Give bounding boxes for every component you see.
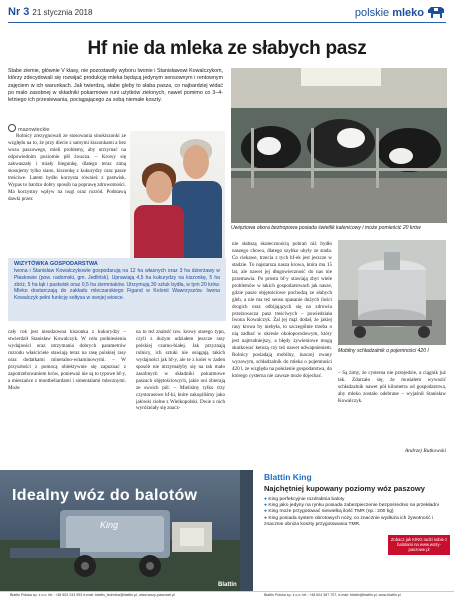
list-item: ● King perfekcyjnie rozdrabnia baloty bbox=[264, 497, 450, 503]
ad-promo-link[interactable]: Zobacz jak KING radzi sobie z balotami na www.wozy-paszowe.pl bbox=[388, 535, 450, 555]
milk-cooler-caption: Mobilny schładzalnik o pojemności 420 l bbox=[338, 348, 429, 354]
ad-logo: Blattin bbox=[218, 582, 237, 588]
article-column-3: nie słabszą skutecznością pobrań niż bydło naszego chowu, dlatego szybko ubyły ze stada. Co ciekawe, trzecia z tych hf-ek jest jeszcze w stadzie. To najstarsza nasza krowa, która ma 15 lat, ale nawet jej długowieczność do nas nie przemawia. Po prostu hf-y stawiają zbyt wiele problemów w takich gospodarstwach jak nasze, gdzie pasze objętościowe pochodzą ze słabych gleb, a nie ma też sensu spasanie dużych ilości drogich oraz odbijających się na zdrowiu przeżuwacza pasz treściwych – powiedziała Iwona Kowalczyk. Żal jej mąż dodał, że jakiej rasy krowa by niebyła, to szczególnie trzeba o nią zadbać w okresie okołoporodowym, który jest najtrudniejszy, a błędy żywieniowe mogą skutkować ketozą czy też nawet odwapnieniem. Rolnicy posiadają mobilny, inaczej zwany wyzowym, schładzalnik do mleka o pojemności 420 l, ze względu na położenie gospodarstwa, do którego cysterna nie zawsze może dojechać. bbox=[232, 241, 333, 380]
barn-photo-caption: Uwięziowa obora beztropowa posiada świetlik kalenicowy i może pomieścić 20 krów bbox=[231, 225, 421, 231]
issue-number: Nr 3 21 stycznia 2018 bbox=[8, 6, 93, 18]
article-column-2: na to też znaleźć tzw. krowy starego typu, czyli z dużym udziałem jeszcze rasy polskiej czarno-białej. Jak przyznają rolnicy, ich sztuki nie osiągają takich wydajności jak hf-y, ale te z kolei w żaden sposób nie utrzymałyby się na tak mało zasobnych w składniki pokarmowe paszach objętościowych, jakie oni zbierają ze swoich pól. – Mieliśmy tylko trzy czystorasowe hf-ki, które zakupiliśmy jako jałówki cielne z Wielkopolski. Dwie z nich wyróżniały się znacz- bbox=[136, 329, 225, 412]
ad-headline: Idealny wóz do balotów bbox=[12, 487, 198, 504]
list-item: ● King może przygotować niewielką ilość TMR (np.: 200 kg) bbox=[264, 509, 450, 515]
ad-footer-contact-right: Blattin Polska sp. z o.o. tel.: +48 624 387 707, e-mail: blattin@blattin.pl, www.blattin.pl bbox=[264, 593, 401, 597]
ad-footer-contact-left: Blattin Polska sp. z o.o. tel.: +48 602 243 993 e-mail: blattin_technika@blattin.pl, www.wozy-paszowe.pl bbox=[10, 593, 175, 597]
article-column-1: Rolnicy zrezygnowali ze stosowania sinokiszonki ze względu na to, że przy diecie z samymi kiszonkami a bez wozu paszowego, mieli problemy, aby utrzymać na odpowiednim poziomie pH żwacza. – Krowy się zakwaszały i miały biegunkę, dlatego teraz zimą stosujemy tylko siano, kiszonkę z kukurydzy oraz pasze treściwe. Latem bydło korzysta również z pastwisk. Wypas to bardzo dobry sposób na poprawę zdrowotności. Ma korzystny wpływ na nogi oraz rozród. Podstawą dawki przez bbox=[8, 133, 126, 202]
farm-info-title: WIZYTÓWKA GOSPODARSTWA bbox=[14, 261, 98, 267]
list-item: ● King posiada system obrotowych noży, co znacznie wydłuża ich żywotność i znacznie obniża koszty przygotowania TMR. bbox=[264, 516, 450, 528]
barn-photo bbox=[231, 68, 447, 223]
header-divider bbox=[8, 22, 446, 23]
article-headline: Hf nie da mleka ze słabych pasz bbox=[87, 38, 367, 59]
location-icon bbox=[8, 124, 16, 132]
article-column-1b: cały rok jest nieodzowna kiszonka z kukurydzy – stwierdził Stanisław Kowalczyk. W celu podniesienia wydajności oraz utrzymania dobrych parametrów rozrodu właściciele stawiają teraz na rasę polskiej rasy oraz dodatkami mineralno-witaminowymi. – W przyszłości z pomocą obiektywnie się zapoznać z zapotrzebowaniem krów, ponieważ nie są to typowe hf-y, a mieszańce z montbeliardami i simentalami mlecznymi. Może bbox=[8, 329, 126, 391]
author-signature: Andrzej Rutkowski bbox=[404, 448, 446, 454]
ad-subtitle: Najchętniej kupowany poziomy wóz paszowy bbox=[264, 484, 425, 493]
farmers-photo bbox=[130, 131, 225, 259]
issue-date: 21 stycznia 2018 bbox=[32, 8, 93, 17]
article-lead: Stabe ziemie, głównie V klasy, nie pozostawiły wyboru Iwonie i Stanisławowi Kowalczykom, którzy zdecydowali się rozwijać produkcję mleka będącą jedynym sensownym i rentownym zajęciem w ich warunkach. Jak twierdzą, słabe gleby to słaba pasza, co najbardziej widać po mało zasobnej w składniki pokarmowe runi użytków zielonych, nawet pomimo co 3–4-letniego ich przesiewania, pociągającego za sobą niemałe koszty. bbox=[8, 68, 223, 104]
brand-title: polskie mleko bbox=[354, 7, 424, 19]
ad-tank-label: King bbox=[100, 520, 119, 530]
cow-icon bbox=[426, 4, 446, 20]
region-tag: mazowieckie bbox=[8, 124, 49, 133]
ad-features-list bbox=[264, 497, 450, 528]
ad-brand: Blattin King bbox=[264, 472, 312, 482]
milk-cooler-photo bbox=[338, 240, 446, 345]
list-item: ● King jako jedyny na rynku posiada zabezpieczenie bezpośrednio na przekładni bbox=[264, 503, 450, 509]
article-column-4: – Są zimy, że cysterna nie przejedzie, a ciągnik już tak. Zdarzało się, że musiałem wywozić schładzalnik nawet pół kilometra od gospodarstwa, aby mleko zostało odebrane – wyjaśnił Stanisław Kowalczyk. bbox=[338, 370, 446, 404]
farm-info-text: Iwona i Stanisław Kowalczykowie gospodarują na 12 ha własnych oraz 3 ha dzierżawy w Płaskowie (pow. radomski, gm. Jedlińsk). Uprawiają 4,5 ha kukurydzy na kiszonkę, 5 ha zbóż, 5 ha łąk i pastwisk oraz 0,5 ha ziemniaków. Utrzymują 30 sztuk bydła, w tym 20 krów. Mleko dostarczają do zakładu mleczarskiego Figand w Kolonii Wawrzyszów. Iwona Kowalczyk pełni funkcję sołtysa w swojej wiosce. bbox=[14, 268, 220, 302]
